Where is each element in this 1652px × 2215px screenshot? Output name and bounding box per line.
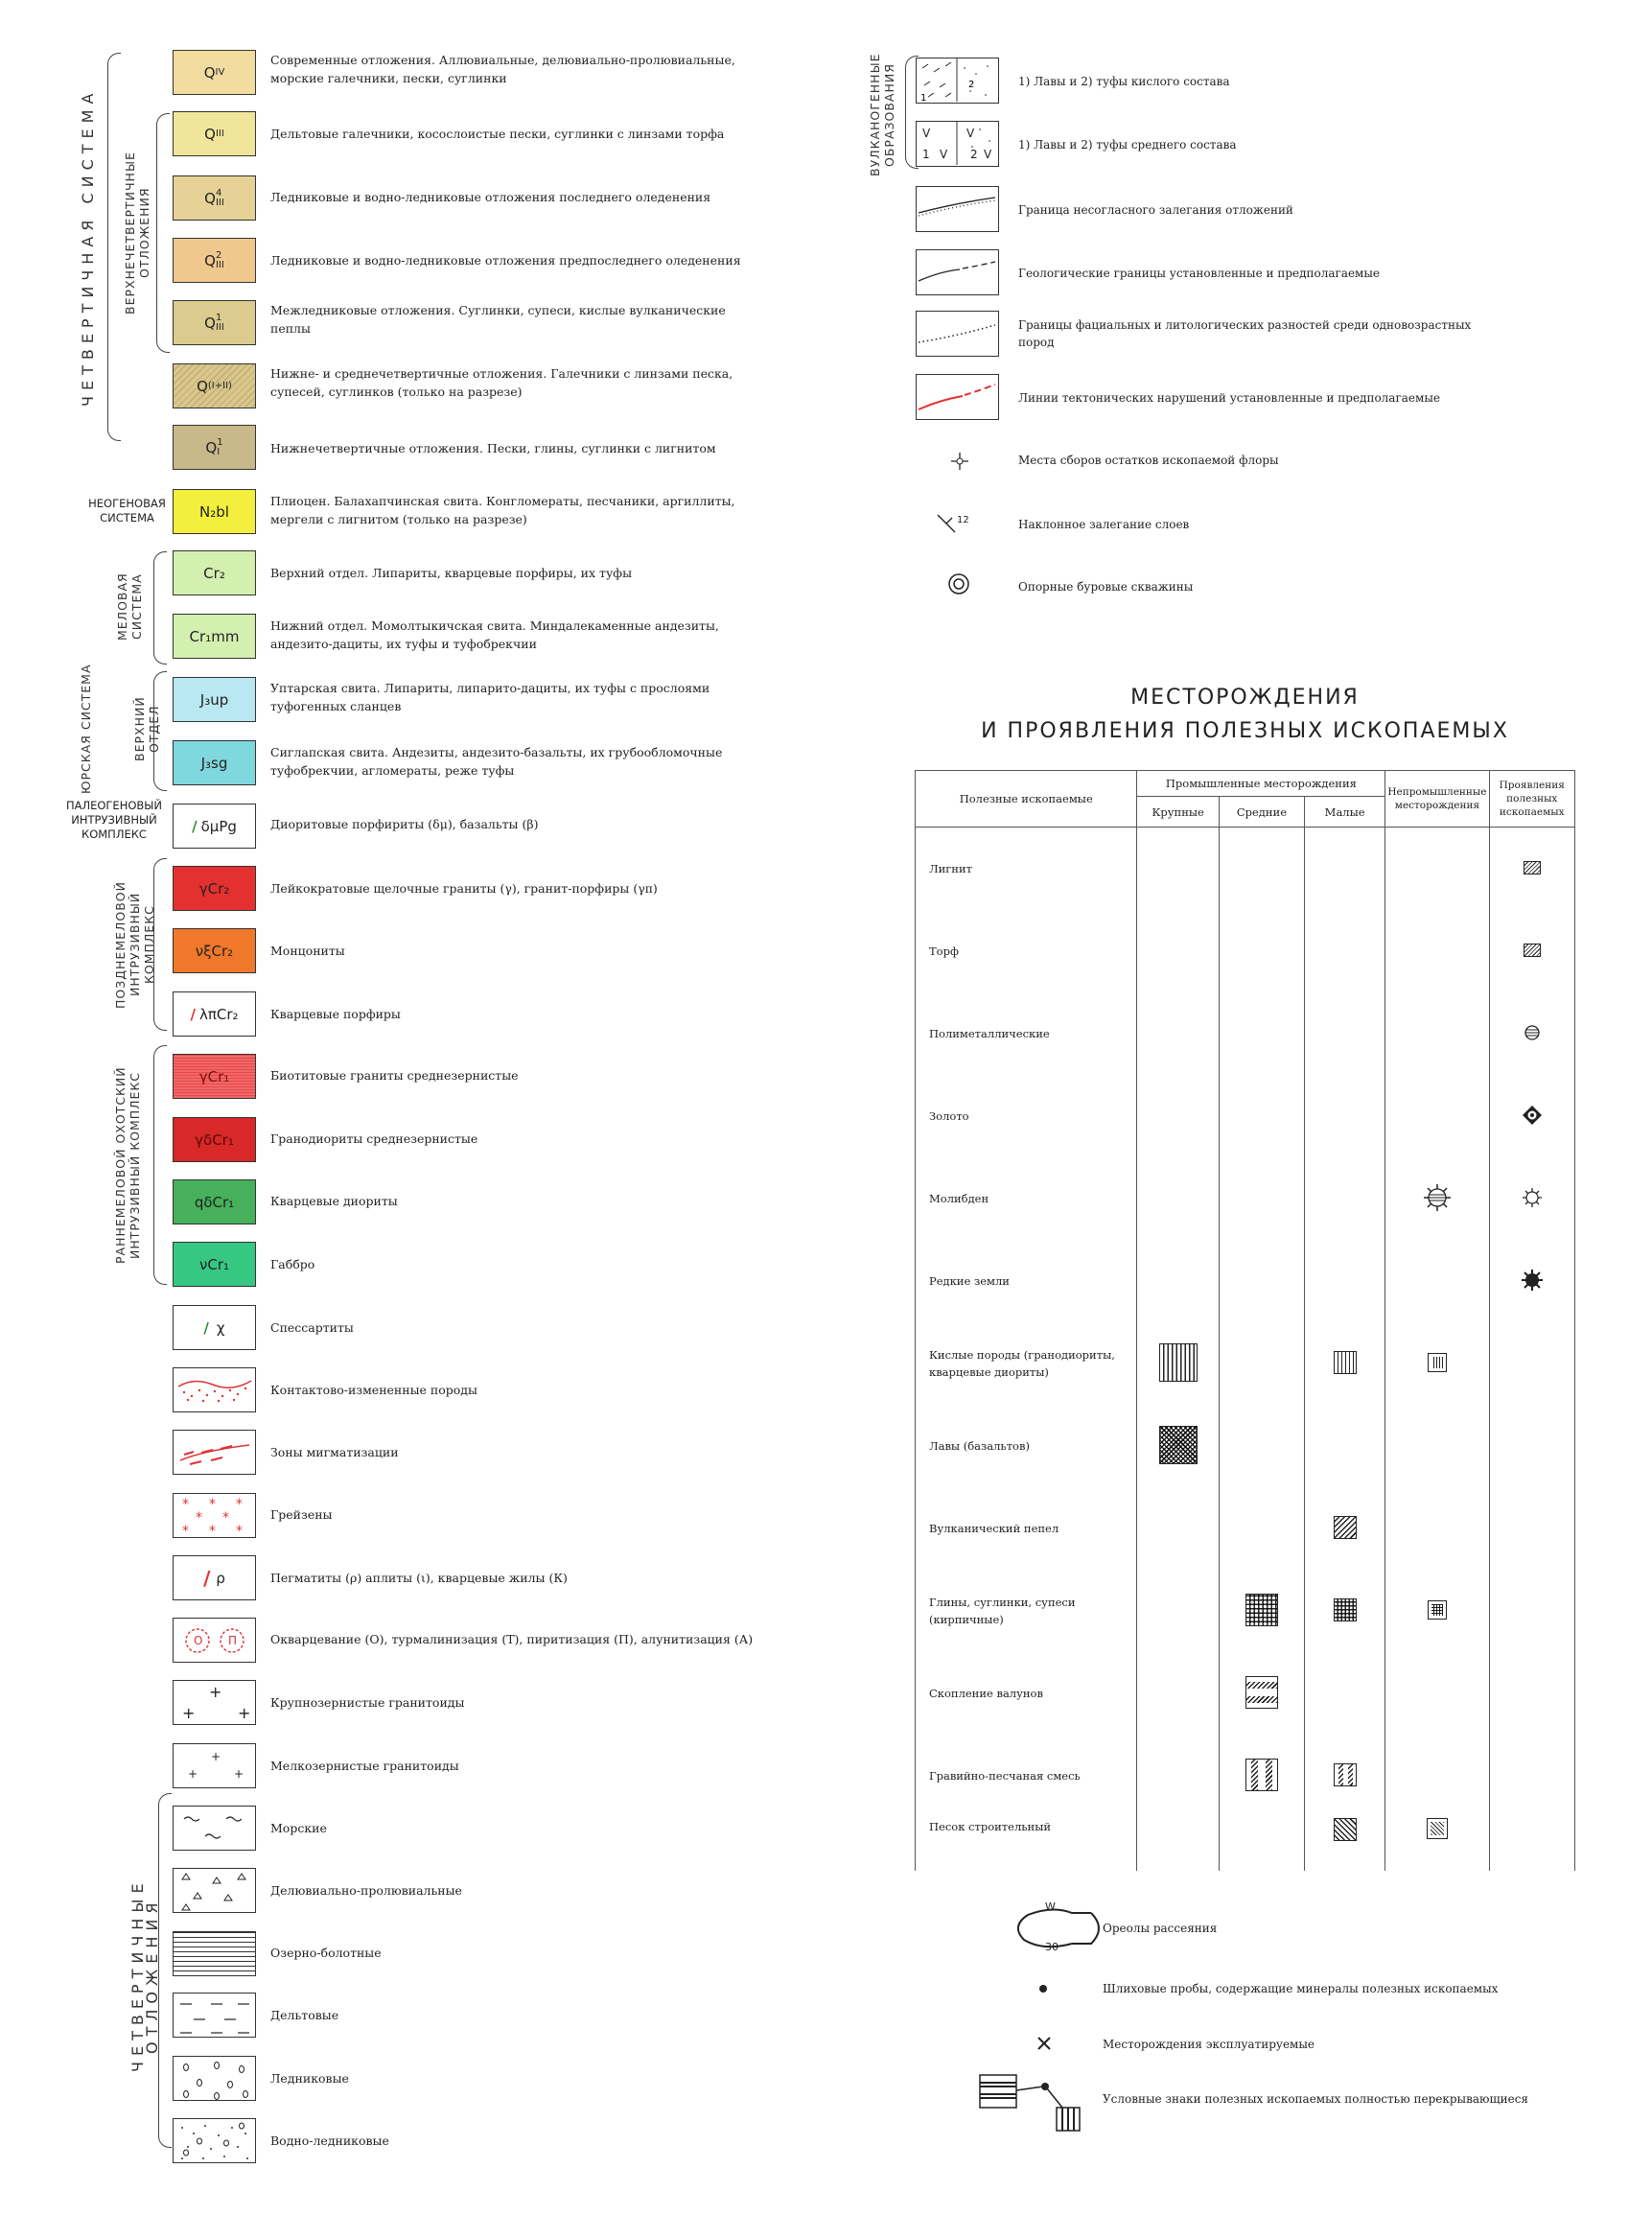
- quaternary-brace: [107, 53, 121, 441]
- row-name: Глины, суглинки, супеси (кирпичные): [916, 1570, 1137, 1652]
- quaternary-deposits-brace: [158, 1793, 172, 2148]
- swatch-silicification: [173, 1618, 256, 1663]
- header-medium: Средние: [1219, 797, 1304, 828]
- acid-rocks-large-icon: [1159, 1343, 1198, 1382]
- desc-nkcr2: Монцониты: [270, 944, 345, 958]
- desc-spessartite: Спессартиты: [270, 1320, 354, 1335]
- desc-glacial: Ледниковые: [270, 2071, 349, 2086]
- row-name: Вулканический пепел: [916, 1487, 1137, 1570]
- row-name: Кислые породы (гранодиориты, кварцевые диориты): [916, 1322, 1137, 1405]
- swatch-q3-2: Q 2 III: [173, 238, 256, 283]
- desc-deluvial: Делювиально-пролювиальные: [270, 1883, 462, 1898]
- marine-pattern: [175, 1807, 255, 1850]
- desc-j3sg: Сиглапская свита. Андезиты, андезито-базальты, их грубообломочные туфобрекчии, агломераты, реже туфы: [270, 745, 723, 778]
- swatch-fluvioglacial: [173, 2118, 256, 2163]
- gold-show-icon: [1522, 1105, 1543, 1126]
- delta-pattern: [175, 1994, 255, 2037]
- upper-quaternary-brace: [156, 113, 170, 353]
- fine-pattern: [175, 1745, 255, 1787]
- cretaceous-label: МЕЛОВАЯ СИСТЕМА: [115, 572, 144, 641]
- desc-q3-1: Межледниковые отложения. Суглинки, супеси, кислые вулканические пеплы: [270, 303, 726, 336]
- geo-boundaries-line: [917, 250, 997, 293]
- desc-dispersion-halo: Ореолы рассеяния: [1103, 1922, 1218, 1935]
- desc-overlapping: Условные знаки полезных ископаемых полностью перекрывающиеся: [1103, 2092, 1528, 2106]
- clays-nonindustrial-icon: [1428, 1600, 1447, 1620]
- row-name: Лигнит: [916, 828, 1137, 911]
- header-industrial: Промышленные месторождения: [1137, 771, 1385, 797]
- row-name: Лавы (базальтов): [916, 1405, 1137, 1487]
- swatch-gcr1: γCr₁: [173, 1054, 256, 1099]
- late-cretaceous-brace: [153, 858, 167, 1031]
- table-row: [916, 1487, 1575, 1570]
- swatch-delta: [173, 1993, 256, 2038]
- desc-unconformity: Граница несогласного залегания отложений: [1018, 203, 1293, 217]
- svg-text:+: +: [208, 1682, 221, 1701]
- swatch-q4: Q IV: [173, 50, 256, 95]
- svg-text:*: *: [181, 1496, 195, 1512]
- desc-gcr1: Биотитовые граниты среднезернистые: [270, 1068, 519, 1083]
- table-row: [916, 1817, 1575, 1871]
- desc-acid-lavas: 1) Лавы и 2) туфы кислого состава: [1018, 75, 1230, 88]
- migmatization-pattern: [175, 1432, 255, 1474]
- deluvial-pattern: [175, 1870, 255, 1912]
- svg-text:П: П: [227, 1633, 237, 1647]
- swatch-cr2: Cr₂: [173, 550, 256, 595]
- swatch-gcr2: γCr₂: [173, 866, 256, 911]
- swatch-q1: Q 1 I: [173, 425, 256, 470]
- svg-text:*: *: [208, 1523, 221, 1537]
- swatch-gdcr1: γδCr₁: [173, 1117, 256, 1162]
- swatch-fine: [173, 1743, 256, 1788]
- desc-q1-2: Нижне- и среднечетвертичные отложения. Галечники с линзами песка, супесей, суглинков (только на разрезе): [270, 366, 733, 399]
- molybdenum-show-icon: [1522, 1187, 1543, 1208]
- desc-q3-2: Ледниковые и водно-ледниковые отложения предпоследнего оледенения: [270, 253, 741, 268]
- table-row: [916, 1322, 1575, 1405]
- neogene-label: НЕОГЕНОВАЯ СИСТЕМА: [88, 497, 166, 525]
- desc-cr1mm: Нижний отдел. Момолтыкичская свита. Миндалекаменные андезиты, андезито-дациты, их туфы и туфобрекчии: [270, 618, 719, 651]
- table-row: [916, 1652, 1575, 1735]
- contact-pattern: [175, 1369, 255, 1411]
- table-row: [916, 1735, 1575, 1817]
- swatch-glacial: [173, 2056, 256, 2101]
- desc-lpcr2: Кварцевые порфиры: [270, 1007, 401, 1021]
- svg-text:V: V: [940, 148, 948, 161]
- desc-q3-4: Ледниковые и водно-ледниковые отложения последнего оледенения: [270, 190, 711, 204]
- gravel-medium-icon: [1245, 1759, 1278, 1791]
- peat-show-icon: [1524, 944, 1541, 957]
- row-name: Торф: [916, 910, 1137, 992]
- jurassic-label: ЮРСКАЯ СИСТЕМА: [79, 664, 93, 794]
- early-cretaceous-complex-label: РАННЕМЕЛОВОЙ ОХОТСКИЙ ИНТРУЗИВНЫЙ КОМПЛЕКС: [113, 1066, 142, 1264]
- table-row: [916, 1570, 1575, 1652]
- svg-text:*: *: [235, 1496, 248, 1512]
- swatch-q3: Q III: [173, 111, 256, 156]
- swatch-facial-boundaries: [916, 311, 999, 357]
- desc-delta: Дельтовые: [270, 2008, 339, 2022]
- swatch-cr1mm: Cr₁mm: [173, 614, 256, 659]
- swatch-qdcr1: qδCr₁: [173, 1179, 256, 1224]
- desc-cr2: Верхний отдел. Липариты, кварцевые порфиры, их туфы: [270, 566, 633, 580]
- clays-medium-icon: [1245, 1594, 1278, 1626]
- swatch-spessartite: / χ: [173, 1305, 256, 1350]
- late-cretaceous-complex-label: ПОЗДНЕМЕЛОВОЙ ИНТРУЗИВНЫЙ КОМПЛЕКС: [113, 880, 156, 1009]
- svg-text:+: +: [237, 1703, 250, 1722]
- row-name: Молибден: [916, 1157, 1137, 1240]
- swatch-marine: [173, 1806, 256, 1851]
- swatch-geo-boundaries: [916, 249, 999, 295]
- desc-gdcr1: Гранодиориты среднезернистые: [270, 1131, 478, 1146]
- coarse-pattern: [175, 1682, 255, 1724]
- swatch-ncr1: νCr₁: [173, 1242, 256, 1287]
- deposits-title-1: МЕСТОРОЖДЕНИЯ: [1130, 686, 1360, 710]
- desc-q3: Дельтовые галечники, косослоистые пески, суглинки с линзами торфа: [270, 127, 725, 141]
- desc-dip: Наклонное залегание слоев: [1018, 518, 1190, 531]
- tectonic-line: [917, 375, 997, 418]
- desc-q4: Современные отложения. Аллювиальные, делювиально-пролювиальные, морские галечники, пески, суглинки: [270, 53, 735, 85]
- swatch-q3-4: Q 4 III: [173, 175, 256, 221]
- volcanic-label: ВУЛКАНОГЕННЫЕ ОБРАЗОВАНИЯ: [868, 53, 896, 177]
- swatch-spessartite-code: χ: [216, 1318, 225, 1337]
- desc-n2bl: Плиоцен. Балахапчинская свита. Конгломераты, песчаники, аргиллиты, мергели с лигнитом (только на разрезе): [270, 494, 735, 526]
- desc-mining: Месторождения эксплуатируемые: [1103, 2038, 1315, 2051]
- desc-facial-boundaries: Границы фациальных и литологических разностей среди одновозрастных пород: [1018, 318, 1472, 349]
- desc-coarse: Крупнозернистые гранитоиды: [270, 1695, 465, 1710]
- polymetallic-show-icon: [1524, 1024, 1541, 1041]
- intermediate-lavas-pattern: [917, 122, 997, 165]
- desc-geo-boundaries: Геологические границы установленные и предполагаемые: [1018, 267, 1381, 280]
- table-row: [916, 1075, 1575, 1157]
- swatch-lake-bog: [173, 1931, 256, 1976]
- desc-qdcr1: Кварцевые диориты: [270, 1194, 398, 1208]
- paleogene-complex-label: ПАЛЕОГЕНОВЫЙ ИНТРУЗИВНЫЙ КОМПЛЕКС: [65, 799, 163, 841]
- silicification-pattern: [175, 1620, 255, 1662]
- swatch-tectonic: [916, 374, 999, 420]
- swatch-acid-lavas: [916, 58, 999, 104]
- swatch-nkcr2: νξCr₂: [173, 928, 256, 973]
- swatch-lpcr2-code: λπCr₂: [198, 1005, 239, 1023]
- greisen-pattern: [175, 1495, 255, 1537]
- desc-pegmatite: Пегматиты (ρ) аплиты (ι), кварцевые жилы (К): [270, 1571, 568, 1585]
- overlapping-icon: [978, 2073, 1093, 2140]
- table-row: [916, 910, 1575, 992]
- svg-text:+: +: [210, 1749, 221, 1763]
- desc-tectonic: Линии тектонических нарушений установленные и предполагаемые: [1018, 391, 1440, 405]
- boulders-medium-icon: [1245, 1676, 1278, 1709]
- mining-icon: [1035, 2035, 1053, 2052]
- table-row: [916, 1405, 1575, 1487]
- desc-intermediate-lavas: 1) Лавы и 2) туфы среднего состава: [1018, 138, 1237, 152]
- facial-boundaries-line: [917, 312, 997, 355]
- early-cretaceous-brace: [153, 1045, 167, 1285]
- halo-label-bottom: 30: [1045, 1941, 1059, 1953]
- svg-text:V: V: [984, 148, 992, 161]
- desc-flora: Места сборов остатков ископаемой флоры: [1018, 454, 1279, 467]
- svg-text:*: *: [235, 1523, 248, 1537]
- quaternary-deposits-label: ЧЕТВЕРТИЧНЫЕ ОТЛОЖЕНИЯ: [128, 1877, 161, 2073]
- gravel-small-icon: [1334, 1763, 1357, 1786]
- header-small: Малые: [1304, 797, 1384, 828]
- swatch-q1-2: Q (I+II): [173, 363, 256, 408]
- svg-text:1: 1: [920, 93, 927, 102]
- deposits-table: [915, 770, 1575, 1871]
- desc-contact: Контактово-измененные породы: [270, 1383, 477, 1397]
- flora-icon: [949, 451, 970, 472]
- swatch-unconformity: [916, 186, 999, 232]
- molybdenum-nonindustrial-icon: [1423, 1183, 1452, 1212]
- svg-text:+: +: [233, 1766, 244, 1781]
- swatch-j3sg: J₃sg: [173, 740, 256, 785]
- swatch-intermediate-lavas: [916, 121, 999, 167]
- clays-small-icon: [1334, 1598, 1357, 1621]
- svg-text:V: V: [966, 127, 975, 140]
- swatch-n2bl: N₂bl: [173, 489, 256, 534]
- swatch-contact: [173, 1367, 256, 1412]
- row-name: Скопление валунов: [916, 1652, 1137, 1735]
- table-row: [916, 992, 1575, 1075]
- header-large: Крупные: [1137, 797, 1220, 828]
- desc-gcr2: Лейкократовые щелочные граниты (γ), гранит-порфиры (γπ): [270, 881, 658, 896]
- header-shows: Проявления полезных ископаемых: [1489, 771, 1575, 828]
- desc-q1: Нижнечетвертичные отложения. Пески, глины, суглинки с лигнитом: [270, 441, 716, 455]
- svg-text:+: +: [187, 1766, 198, 1781]
- borehole-icon: [947, 572, 970, 595]
- desc-migmatization: Зоны мигматизации: [270, 1445, 399, 1459]
- unconformity-line: [917, 187, 997, 230]
- sand-nonindustrial-icon: [1427, 1818, 1448, 1839]
- desc-silicification: Окварцевание (О), турмалинизация (Т), пиритизация (П), алунитизация (А): [270, 1632, 754, 1646]
- sand-small-icon: [1334, 1818, 1357, 1841]
- row-name: Гравийно-песчаная смесь: [916, 1735, 1137, 1817]
- dip-value: 12: [957, 515, 969, 525]
- acid-lavas-pattern: [917, 58, 997, 102]
- rare-earths-show-icon: [1521, 1269, 1544, 1292]
- swatch-dmpg-code: δμPg: [200, 817, 237, 835]
- svg-text:О: О: [193, 1633, 202, 1647]
- row-name: Золото: [916, 1075, 1137, 1157]
- svg-text:V: V: [922, 127, 931, 140]
- desc-ncr1: Габбро: [270, 1257, 315, 1271]
- upper-quaternary-label: ВЕРХНЕЧЕТВЕРТИЧНЫЕ ОТЛОЖЕНИЯ: [123, 152, 151, 315]
- swatch-lpcr2: / λπCr₂: [173, 991, 256, 1037]
- acid-rocks-nonindustrial-icon: [1428, 1353, 1447, 1372]
- swatch-migmatization: [173, 1430, 256, 1475]
- desc-borehole: Опорные буровые скважины: [1018, 580, 1194, 594]
- quaternary-system-label: ЧЕТВЕРТИЧНАЯ СИСТЕМА: [79, 87, 97, 407]
- swatch-q3-1: Q 1 III: [173, 300, 256, 345]
- svg-text:*: *: [181, 1523, 195, 1537]
- swatch-dmpg: / δμPg: [173, 804, 256, 849]
- acid-rocks-small-icon: [1334, 1351, 1357, 1374]
- header-nonindustrial: Непромышленные месторождения: [1385, 771, 1489, 828]
- glacial-pattern: [175, 2058, 255, 2100]
- deposits-title-2: И ПРОЯВЛЕНИЯ ПОЛЕЗНЫХ ИСКОПАЕМЫХ: [981, 719, 1509, 743]
- swatch-greisen: [173, 1493, 256, 1538]
- swatch-j3up: J₃up: [173, 677, 256, 722]
- header-minerals: Полезные ископаемые: [916, 771, 1137, 828]
- desc-dmpg: Диоритовые порфириты (δμ), базальты (β): [270, 817, 539, 831]
- svg-text:2: 2: [970, 148, 978, 161]
- svg-text:*: *: [221, 1509, 235, 1526]
- svg-text:2: 2: [968, 80, 975, 90]
- halo-label-top: W: [1045, 1900, 1056, 1913]
- row-name: Редкие земли: [916, 1240, 1137, 1322]
- basalt-lavas-large-icon: [1159, 1426, 1198, 1464]
- desc-heavy-concentrate: Шлиховые пробы, содержащие минералы полезных ископаемых: [1103, 1982, 1499, 1995]
- table-row: [916, 1157, 1575, 1240]
- desc-lake-bog: Озерно-болотные: [270, 1946, 382, 1960]
- svg-text:1: 1: [922, 148, 930, 161]
- jurassic-brace: [153, 671, 167, 791]
- row-name: Песок строительный: [916, 1817, 1137, 1871]
- lignite-show-icon: [1524, 861, 1541, 874]
- cretaceous-brace: [153, 551, 167, 664]
- desc-marine: Морские: [270, 1821, 327, 1835]
- upper-dept-label: ВЕРХНИЙ ОТДЕЛ: [132, 696, 161, 761]
- volcanic-ash-small-icon: [1334, 1516, 1357, 1539]
- swatch-pegmatite-code: ρ: [216, 1569, 225, 1587]
- desc-fine: Мелкозернистые гранитоиды: [270, 1759, 459, 1773]
- fluvioglacial-pattern: [175, 2120, 255, 2162]
- row-name: Полиметаллические: [916, 992, 1137, 1075]
- swatch-coarse: [173, 1680, 256, 1725]
- svg-text:*: *: [208, 1496, 221, 1512]
- svg-text:+: +: [181, 1703, 195, 1722]
- swatch-pegmatite: / ρ: [173, 1555, 256, 1600]
- desc-fluvioglacial: Водно-ледниковые: [270, 2133, 389, 2148]
- desc-greisen: Грейзены: [270, 1507, 333, 1522]
- svg-text:*: *: [195, 1509, 208, 1526]
- table-row: [916, 1240, 1575, 1322]
- swatch-deluvial: [173, 1868, 256, 1913]
- desc-j3up: Уптарская свита. Липариты, липарито-дациты, их туфы с прослоями туфогенных сланцев: [270, 681, 710, 713]
- table-row: [916, 828, 1575, 911]
- heavy-concentrate-icon: [1037, 1983, 1049, 1994]
